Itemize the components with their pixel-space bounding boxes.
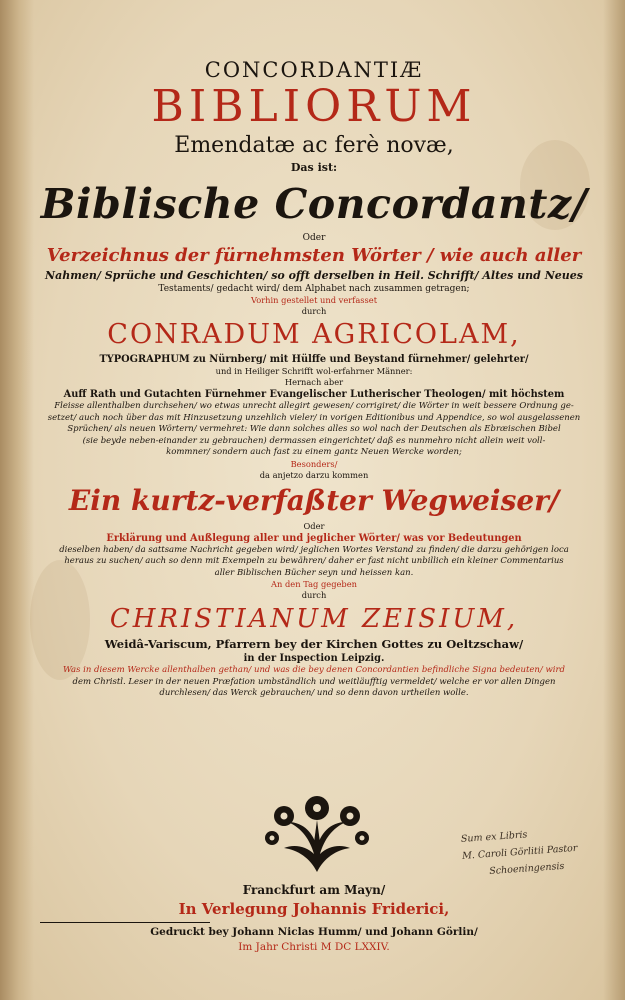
subtitle-verzeichnus: Verzeichnus der fürnehmsten Wörter / wie auch aller bbox=[46, 245, 582, 266]
handwritten-ownership-note bbox=[460, 821, 603, 882]
author-agricola-line2: und in Heiliger Schrifft wol-erfahrner Männer: bbox=[215, 366, 413, 376]
author-zeisius-name: CHRISTIANUM ZEISIUM, bbox=[109, 604, 519, 634]
title-line-oder: Oder bbox=[302, 233, 326, 243]
preface-line: Was in diesem Wercke allenthalben gethan/ und was die bey denen Concordantien befindliche Signa bedeuten/ wird bbox=[63, 665, 565, 675]
title-line-biblische-concordantz: Biblische Concordantz/ bbox=[40, 179, 588, 228]
explanation-line: Erklärung und Außlegung aller und jeglicher Wörter/ was vor Bedeutungen bbox=[106, 532, 522, 544]
addition-anjetzo: da anjetzo darzu kommen bbox=[259, 469, 369, 480]
subtitle-durch: durch bbox=[301, 306, 327, 316]
author-agricola-line1: TYPOGRAPHUM zu Nürnberg/ mit Hülffe und Beystand fürnehmer/ gelehrter/ bbox=[99, 354, 529, 365]
preface-line: dem Christl. Leser in der neuen Præfation umbständlich und weitläufftig vermeldet/ welche er vor allen Dingen bbox=[72, 676, 556, 687]
imprint-year: Im Jahr Christi M DC LXXIV. bbox=[238, 941, 390, 953]
title-page-text bbox=[40, 52, 588, 700]
title-line-das-ist: Das ist: bbox=[290, 161, 338, 174]
imprint-divider bbox=[40, 922, 210, 923]
title-line-concordantiae: CONCORDANTIÆ bbox=[204, 58, 424, 82]
imprint-publisher: In Verlegung Johannis Friderici, bbox=[178, 900, 450, 918]
author-agricola-line3: Hernach aber bbox=[284, 377, 344, 387]
signature-line: Schoeningensis bbox=[488, 860, 565, 878]
title-line-emendatae: Emendatæ ac ferè novæ, bbox=[174, 133, 454, 158]
imprint bbox=[40, 882, 588, 955]
addition-wegweiser-heading: Ein kurtz-verfaßter Wegweiser/ bbox=[68, 483, 560, 517]
imprint-printer: Gedruckt bey Johann Niclas Humm/ und Johann Görlin/ bbox=[150, 926, 478, 938]
explanation-durch: durch bbox=[301, 590, 327, 600]
explanation-line: heraus zu suchen/ auch so denn mit Exempeln zu bewähren/ daher er fast nicht unbillich ein kleiner Commentarius bbox=[64, 556, 564, 566]
description-line: Fleisse allenthalben durchsehen/ wo etwas unrecht allegirt gewesen/ corrigiret/ die Wörter in weit bessere Ordnung ge- bbox=[54, 401, 574, 411]
page-edge-left bbox=[0, 0, 34, 1000]
description-line: setzet/ auch noch über das mit Hinzusetzung unzehlich vieler/ in vorigen Editionibus und Appendice, so wol ausgelassenen bbox=[47, 412, 581, 423]
author-zeisius-line2: in der Inspection Leipzig. bbox=[243, 653, 385, 664]
floral-ornament-icon bbox=[258, 788, 376, 876]
preface-line: durchlesen/ das Werck gebrauchen/ und so denn davon urtheilen wolle. bbox=[159, 688, 469, 698]
description-line: kommner/ sondern auch fast zu einem gantz Neuen Wercke worden; bbox=[166, 447, 462, 457]
imprint-place: Franckfurt am Mayn/ bbox=[242, 883, 386, 897]
subtitle-vorhin: Vorhin gestellet und verfasset bbox=[250, 295, 378, 305]
subtitle-nahmen: Nahmen/ Sprüche und Geschichten/ so offt derselben in Heil. Schrifft/ Altes und Neues bbox=[45, 269, 583, 282]
author-zeisius-line1: Weidâ-Variscum, Pfarrern bey der Kirchen Gottes zu Oeltzschaw/ bbox=[104, 637, 524, 651]
addition-besonders: Besonders/ bbox=[290, 458, 338, 469]
author-agricola-name: CONRADUM AGRICOLAM, bbox=[107, 319, 521, 350]
signature-line: M. Caroli Görlitii Pastor bbox=[461, 842, 578, 862]
page-edge-right bbox=[603, 0, 625, 1000]
explanation-line: dieselben haben/ da sattsame Nachricht gegeben wird/ jeglichen Wortes Verstand zu finden/ die darzu gehörigen loca bbox=[59, 544, 569, 555]
title-line-bibliorum: BIBLIORUM bbox=[151, 81, 477, 132]
description-line: Auff Rath und Gutachten Fürnehmer Evangelischer Lutherischer Theologen/ mit höchstem bbox=[63, 389, 565, 400]
explanation-an-den-tag: An den Tag gegeben bbox=[271, 579, 357, 589]
addition-oder: Oder bbox=[303, 520, 325, 531]
description-line: Sprüchen/ als neuen Wörtern/ vermehret: Wie dann solches alles so wol nach der Deutschen als Ebræischen Bibel bbox=[67, 424, 561, 434]
subtitle-testaments: Testaments/ gedacht wird/ dem Alphabet nach zusammen getragen; bbox=[158, 284, 470, 294]
description-line: (sie beyde neben-einander zu gebrauchen) dermassen eingerichtet/ daß es nunmehro nicht allein weit voll- bbox=[82, 435, 546, 446]
explanation-line: aller Biblischen Bücher seyn und heissen kan. bbox=[214, 567, 414, 578]
signature-line: Sum ex Libris bbox=[460, 829, 528, 845]
